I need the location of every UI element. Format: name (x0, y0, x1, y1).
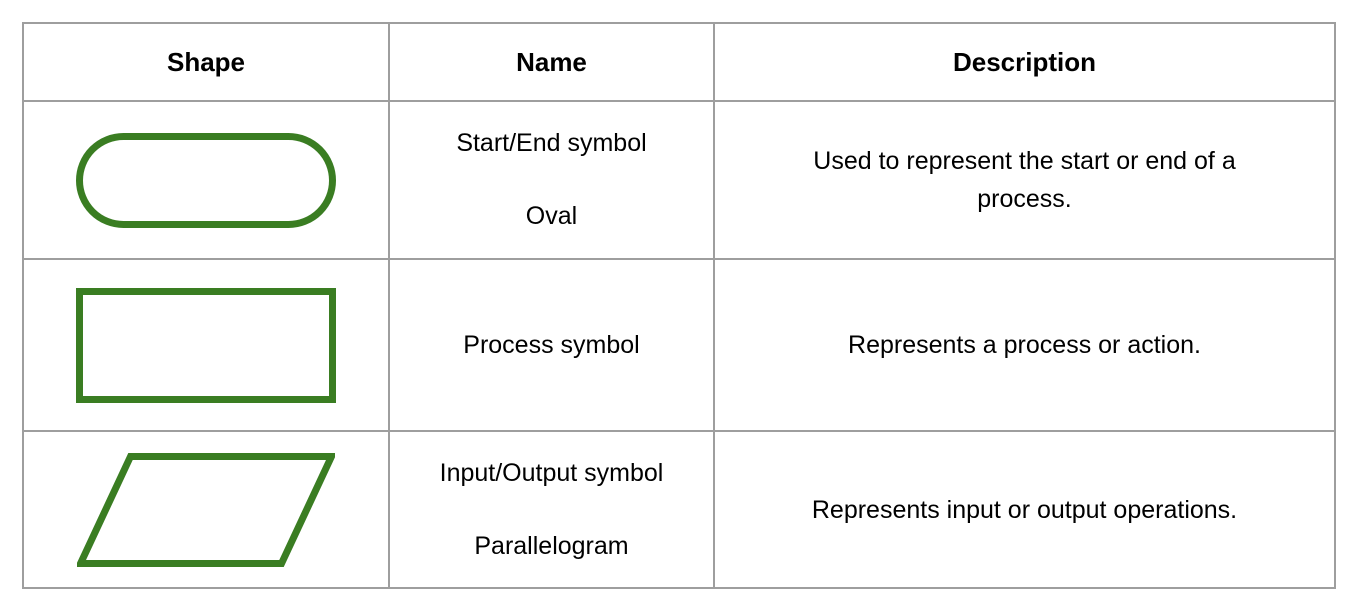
name-line: Process symbol (463, 330, 640, 359)
description-text: Used to represent the start or end of a process. (813, 147, 1236, 213)
name-line: Start/End symbol (456, 129, 647, 157)
flowchart-oval-shape (76, 133, 336, 228)
name-line: Input/Output symbol (439, 458, 664, 487)
shape-cell-parallelogram (23, 431, 389, 588)
flowchart-shapes-table (22, 22, 1336, 589)
shape-cell-rectangle (23, 259, 389, 431)
name-line: Oval (525, 202, 578, 230)
description-text: Represents a process or action. (848, 331, 1201, 359)
header-cell-name: Name (389, 23, 714, 101)
name-cell-process (389, 259, 714, 431)
header-cell-description: Description (714, 23, 1335, 101)
flowchart-rectangle-shape (76, 288, 336, 403)
header-row (23, 23, 1335, 101)
description-cell-start-end (714, 101, 1335, 259)
flowchart-parallelogram-shape (77, 453, 335, 567)
table-row-process (23, 259, 1335, 431)
description-cell-process (714, 259, 1335, 431)
name-cell-input-output (389, 431, 714, 588)
name-line: Parallelogram (474, 531, 629, 560)
name-cell-start-end (389, 101, 714, 259)
description-cell-input-output (714, 431, 1335, 588)
description-text: Represents input or output operations. (811, 495, 1238, 524)
table-row-input-output (23, 431, 1335, 588)
header-cell-shape: Shape (23, 23, 389, 101)
shape-cell-oval (23, 101, 389, 259)
table-row-start-end (23, 101, 1335, 259)
